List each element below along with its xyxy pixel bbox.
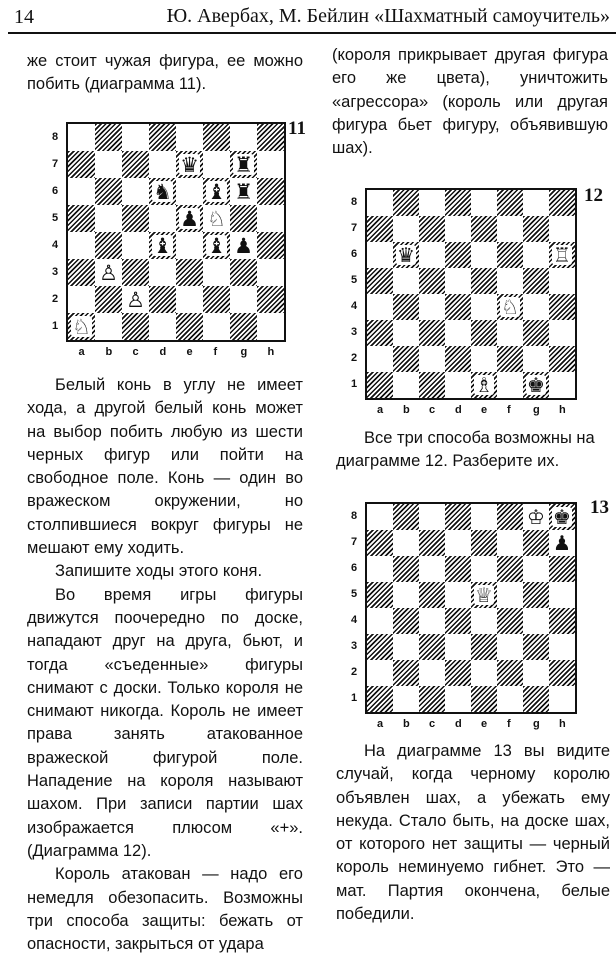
board-square [419,504,445,530]
file-label: b [403,718,410,730]
paragraph: Король атакован — надо его немедля обезопасить. Возможны три способа защиты: бежать от опасности, закрыться от удара [27,865,303,954]
board-square [122,313,149,340]
board-square [203,124,230,151]
board-square [497,190,523,216]
chess-piece-glyph: ♙ [126,286,145,312]
chess-piece-glyph: ♔ [526,504,546,529]
chess-piece-f6 [203,178,230,205]
paragraph: Во время игры фигуры движутся поочередно по доске, нападают друг на друга, бьют, и тогда «съеденные» фигуры снимают с доски. Только короля не снимают никогда. Король не имеет права занять атакованное вражеской фигурой поле. Нападение на короля называют шахом. При записи партии шах изображается плюсом «+». (Диаграмма 12). [27,585,303,860]
board-square [523,608,549,634]
board-square [419,582,445,608]
board-square [393,346,419,372]
rank-label: 2 [351,352,358,364]
board-square [497,660,523,686]
rank-label: 2 [351,666,358,678]
board-square [419,190,445,216]
chess-piece-glyph: ♜ [234,178,253,204]
board-square [419,608,445,634]
board-square [523,242,549,268]
board-square [497,582,523,608]
board-square [471,190,497,216]
board-square [68,259,95,286]
paragraph: Все три способа возможны на диаграмме 12. Разберите их. [336,429,595,471]
board-square [471,530,497,556]
rank-label: 7 [351,536,358,548]
chess-piece-glyph: ♟ [552,530,572,555]
board-square [95,232,122,259]
file-label: d [455,404,462,416]
board-square [471,320,497,346]
board-square [95,313,122,340]
chess-diagram-11 [66,122,286,342]
board-square [471,242,497,268]
chess-piece-h8 [549,504,575,530]
board-square [549,556,575,582]
board-square [393,660,419,686]
board-square [419,530,445,556]
board-square [393,686,419,712]
board-square [257,205,284,232]
board-square [203,313,230,340]
board-square [367,216,393,242]
chess-piece-h7 [549,530,575,556]
board-square [445,320,471,346]
chess-piece-glyph: ♘ [500,294,520,319]
board-square [549,608,575,634]
board-square [471,556,497,582]
chess-piece-glyph: ♝ [153,232,172,258]
board-square [549,190,575,216]
board-square [95,205,122,232]
chess-piece-c2 [122,286,149,313]
board-square [367,634,393,660]
chess-piece-glyph: ♘ [72,313,91,339]
board-square [497,216,523,242]
board-square [523,634,549,660]
board-square [471,504,497,530]
board-square [367,556,393,582]
chess-piece-d4 [149,232,176,259]
board-square [549,294,575,320]
board-square [497,634,523,660]
rank-label: 2 [52,292,59,305]
chess-piece-glyph: ♛ [180,151,199,177]
board-square [497,320,523,346]
board-square [523,660,549,686]
board-square [549,268,575,294]
chess-diagram-13 [365,502,577,714]
diagram-13-number: 13 [590,497,609,518]
rank-label: 4 [351,614,358,626]
rank-label: 5 [351,274,358,286]
chess-piece-glyph: ♖ [552,242,572,267]
board-square [419,372,445,398]
board-square [445,372,471,398]
board-square [176,286,203,313]
chess-piece-glyph: ♙ [99,259,118,285]
board-square [445,530,471,556]
board-square [176,313,203,340]
chess-piece-f4 [203,232,230,259]
rank-label: 6 [351,248,358,260]
board-square [471,634,497,660]
file-label: g [240,346,248,358]
board-square [176,259,203,286]
board-square [419,294,445,320]
running-header [0,0,616,34]
board-square [419,660,445,686]
rank-label: 6 [52,184,59,197]
chess-piece-glyph: ♝ [207,232,226,258]
chess-piece-e5 [471,582,497,608]
right-top-text [332,44,608,160]
board-square [393,268,419,294]
board-square [445,634,471,660]
board-square [471,346,497,372]
board-square [257,313,284,340]
board-square [549,634,575,660]
chess-piece-glyph: ♟ [180,205,199,231]
board-square [230,259,257,286]
file-label: f [507,718,511,730]
board-square [523,294,549,320]
board-square [419,346,445,372]
board-square [367,504,393,530]
board-square [149,259,176,286]
rank-label: 3 [351,640,358,652]
board-square [176,232,203,259]
board-square [367,346,393,372]
rank-label: 1 [351,692,358,704]
chess-piece-b3 [95,259,122,286]
rank-label: 5 [52,211,59,224]
board-square [497,686,523,712]
diagram-12-number: 12 [584,185,603,206]
board-square [393,294,419,320]
book-title: Ю. Авербах, М. Бейлин «Шахматный самоучитель» [166,5,610,27]
board-square [549,582,575,608]
file-label: h [559,718,566,730]
board-square [471,608,497,634]
board-square [549,320,575,346]
rank-label: 8 [351,510,358,522]
board-square [419,556,445,582]
chess-piece-glyph: ♝ [207,178,226,204]
board-square [549,216,575,242]
board-square [149,313,176,340]
board-square [445,608,471,634]
rank-label: 7 [52,157,59,170]
board-square [257,286,284,313]
board-square [523,556,549,582]
file-label: e [481,718,488,730]
board-square [497,242,523,268]
board-square [149,286,176,313]
board-square [68,151,95,178]
board-square [149,124,176,151]
board-square [523,530,549,556]
chess-piece-a1 [68,313,95,340]
board-square [419,268,445,294]
board-square [257,232,284,259]
board-square [367,242,393,268]
board-square [419,634,445,660]
board-square [68,178,95,205]
board-square [257,259,284,286]
board-square [367,660,393,686]
chess-piece-h6 [549,242,575,268]
chess-piece-glyph: ♟ [234,232,253,258]
board-square [523,686,549,712]
board-square [393,634,419,660]
rank-label: 5 [351,588,358,600]
file-label: h [267,346,275,358]
board-square [393,190,419,216]
file-label: e [186,346,193,358]
board-square [393,504,419,530]
board-square [367,320,393,346]
board-square [393,372,419,398]
board-square [419,242,445,268]
board-square [445,660,471,686]
chess-piece-g7 [230,151,257,178]
board-square [393,216,419,242]
file-label: g [533,404,540,416]
board-square [176,178,203,205]
chess-piece-glyph: ♘ [207,205,226,231]
rank-label: 4 [351,300,358,312]
board-square [367,608,393,634]
header-rule [8,32,616,34]
board-square [68,232,95,259]
file-label: b [403,404,410,416]
chess-piece-d6 [149,178,176,205]
board-square [393,608,419,634]
chess-piece-glyph: ♛ [396,242,416,267]
chess-piece-glyph: ♚ [526,372,546,397]
board-square [549,686,575,712]
rank-label: 3 [351,326,358,338]
board-square [523,346,549,372]
board-square [497,346,523,372]
board-square [367,294,393,320]
file-label: e [481,404,488,416]
board-square [257,124,284,151]
board-square [471,268,497,294]
board-square [257,178,284,205]
board-square [445,686,471,712]
paragraph: На диаграмме 13 вы видите случай, когда черному королю объявлен шах, а убежать ему некуда. Стало быть, на доске шах, от которого нет защиты — черный король неминуемо гибнет. Это — мат. Партия окончена, белые победили. [336,742,610,924]
rank-label: 6 [351,562,358,574]
board-square [523,190,549,216]
board-square [367,530,393,556]
right-bottom-text [336,740,610,926]
board-square [523,216,549,242]
board-square [122,124,149,151]
board-square [230,313,257,340]
chess-piece-e1 [471,372,497,398]
board-square [393,556,419,582]
file-label: a [78,346,85,358]
board-square [445,294,471,320]
board-square [549,372,575,398]
board-square [471,216,497,242]
board-square [122,205,149,232]
rank-label: 8 [351,196,358,208]
diagram-11-number: 11 [288,118,306,139]
board-square [367,372,393,398]
board-square [230,205,257,232]
file-label: b [105,346,113,358]
board-square [367,686,393,712]
file-label: g [533,718,540,730]
chess-piece-e7 [176,151,203,178]
board-square [549,346,575,372]
chess-piece-glyph: ♚ [552,504,572,529]
board-square [95,178,122,205]
board-square [230,124,257,151]
board-square [149,205,176,232]
board-square [471,294,497,320]
board-square [393,320,419,346]
board-square [497,268,523,294]
board-square [203,259,230,286]
rank-label: 1 [351,378,358,390]
board-square [445,504,471,530]
board-square [68,124,95,151]
board-square [497,556,523,582]
board-square [176,124,203,151]
board-square [471,686,497,712]
board-square [149,151,176,178]
board-square [68,286,95,313]
rank-label: 4 [52,238,59,251]
left-top-text [27,50,303,97]
board-square [203,151,230,178]
paragraph: Запишите ходы этого коня. [55,562,263,581]
board-square [95,151,122,178]
chess-piece-b6 [393,242,419,268]
page-number: 14 [14,6,34,28]
chess-piece-g4 [230,232,257,259]
chess-piece-g1 [523,372,549,398]
file-label: c [132,346,139,358]
chess-piece-glyph: ♕ [474,582,494,607]
board-square [68,205,95,232]
board-square [257,151,284,178]
board-square [445,242,471,268]
board-square [497,530,523,556]
board-square [497,504,523,530]
board-square [471,660,497,686]
file-label: f [507,404,511,416]
chess-piece-glyph: ♗ [474,372,494,397]
board-square [367,190,393,216]
board-square [445,582,471,608]
chess-piece-g8 [523,504,549,530]
board-square [549,660,575,686]
board-square [523,268,549,294]
board-square [367,582,393,608]
chess-piece-f5 [203,205,230,232]
chess-piece-f4 [497,294,523,320]
board-square [445,190,471,216]
board-square [230,286,257,313]
board-square [523,320,549,346]
board-square [497,372,523,398]
chess-piece-e5 [176,205,203,232]
board-square [122,259,149,286]
board-square [497,608,523,634]
file-label: h [559,404,566,416]
file-label: f [213,346,218,358]
board-square [122,178,149,205]
file-label: d [455,718,462,730]
board-square [419,320,445,346]
board-square [393,530,419,556]
paragraph: же стоит чужая фигура, ее можно побить (диаграмма 11). [27,52,303,94]
rank-label: 8 [52,130,59,143]
board-square [367,268,393,294]
board-square [203,286,230,313]
file-label: c [429,718,436,730]
chess-piece-g6 [230,178,257,205]
board-square [445,268,471,294]
board-square [523,582,549,608]
board-square [393,582,419,608]
chess-piece-glyph: ♞ [153,178,172,204]
chess-diagram-12 [365,188,577,400]
board-square [445,556,471,582]
board-square [419,686,445,712]
right-middle-text [336,427,614,474]
file-label: a [377,718,384,730]
rank-label: 3 [52,265,59,278]
rank-label: 1 [52,319,59,332]
rank-label: 7 [351,222,358,234]
board-square [445,216,471,242]
paragraph: (короля прикрывает другая фигура его же цвета), уничтожить «агрессора» (король или другая фигура бьет фигуру, объявившую шах). [332,46,608,158]
board-square [95,124,122,151]
board-square [95,286,122,313]
board-square [122,151,149,178]
file-label: a [377,404,384,416]
paragraph: Белый конь в углу не имеет хода, а другой белый конь может на выбор побить любую из шести черных фигур или пойти на свободное поле. Конь — один во вражеском окружении, но столпившиеся вокруг фигуры не мешают ему ходить. [27,376,303,558]
board-square [419,216,445,242]
file-label: c [429,404,436,416]
file-label: d [159,346,167,358]
board-square [122,232,149,259]
chess-piece-glyph: ♜ [234,151,253,177]
left-body-text [27,374,303,956]
board-square [445,346,471,372]
